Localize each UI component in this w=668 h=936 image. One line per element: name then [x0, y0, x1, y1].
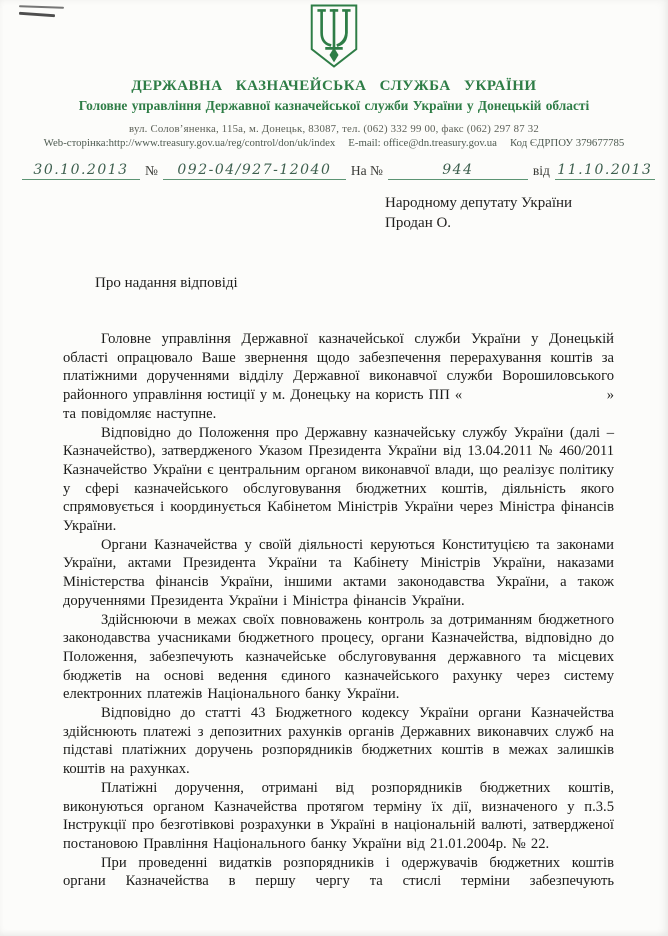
edrpou-code: Код ЄДРПОУ 379677785	[509, 137, 625, 149]
body-paragraph: Відповідно до Положення про Державну казначейську службу України (далі – Казначейство), затвердженого Указом Президента України від 13.04.2011 № 460/2011 Казначейство України є центральним органом виконавчої влади, що реалізує політику у сфері казначейського обслуговування бюджетних коштів, діяльність якого спрямовується і координується Кабінетом Міністрів України через Міністра фінансів України.	[63, 424, 614, 535]
body-paragraph: Платіжні доручення, отримані від розпорядників бюджетних коштів, виконуються органом Казначейства протягом терміну їх дії, визначеного у п.3.5 Інструкції про безготівкові розрахунки в Україні в національній валюті, затвердженої постановою Правління Національного банку України від 21.01.2004р. № 22.	[63, 779, 614, 852]
recipient-block	[385, 193, 668, 233]
number-label: №	[145, 163, 158, 178]
body-paragraph: Органи Казначейства у своїй діяльності керуються Конституцією та законами України, актами Президента України та Кабінету Міністрів України, наказами Міністерства фінансів України, іншими актами законодавства України, а також дорученнями Президента України і Міністра фінансів України.	[63, 536, 614, 609]
outgoing-number-handwritten: 092-04/927-12040	[163, 162, 346, 180]
subject-line: Про надання відповіді	[95, 275, 238, 291]
web-page-url: Web-сторінка:http://www.treasury.gov.ua/reg/control/don/uk/index	[43, 137, 336, 149]
letter-body	[63, 330, 614, 891]
body-paragraph: Здійснюючи в межах своїх повноважень контроль за дотриманням бюджетного законодавства учасниками бюджетного процесу, органи Казначейства, відповідно до Положення, забезпечують казначейське обслуговування державного та місцевих бюджетів на основі ведення єдиного казначейського рахунку через систему електронних платежів Національного банку України.	[63, 611, 614, 703]
body-paragraph: Відповідно до статті 43 Бюджетного кодексу України органи Казначейства здійснюють платежі з депозитних рахунків органів Державних виконавчих служб на підставі платіжних доручень розпорядників бюджетних коштів в межах залишків коштів на рахунках.	[63, 705, 614, 778]
outgoing-date-handwritten: 30.10.2013	[22, 162, 140, 180]
recipient-name: Продан О.	[385, 215, 452, 231]
trident-icon	[306, 3, 362, 69]
organization-name: ДЕРЖАВНА КАЗНАЧЕЙСЬКА СЛУЖБА УКРАЇНИ	[131, 78, 537, 94]
reply-date-label: від	[532, 163, 550, 178]
body-paragraph: Головне управління Державної казначейської служби України у Донецькій області опрацювало Ваше звернення щодо забезпечення перерахування коштів за платіжними дорученнями відділу Державної виконавчої служби Ворошиловського районного управління юстиції у м. Донецьку на користь ПП « » та повідомляє наступне.	[63, 331, 614, 422]
reply-to-number-label: На №	[350, 163, 383, 178]
recipient-title: Народному депутату України	[385, 195, 573, 211]
email-address: E-mail: office@dn.treasury.gov.ua	[348, 137, 497, 149]
incoming-number-handwritten: 944	[388, 162, 528, 180]
address-line: вул. Солов’яненка, 115а, м. Донецьк, 83087, тел. (062) 332 99 00, факс (062) 297 87 32	[129, 123, 539, 135]
body-paragraph: При проведенні видатків розпорядників і одержувачів бюджетних коштів органи Казначейства в першу чергу та стислі терміни забезпечують	[63, 854, 614, 890]
reference-line	[22, 162, 660, 180]
department-name: Головне управління Державної казначейської служби України у Донецькій області	[78, 98, 590, 113]
letterhead	[0, 0, 668, 149]
incoming-date-handwritten: 11.10.2013	[555, 162, 655, 180]
ukraine-trident-emblem	[306, 3, 362, 74]
contacts-line	[0, 137, 668, 149]
